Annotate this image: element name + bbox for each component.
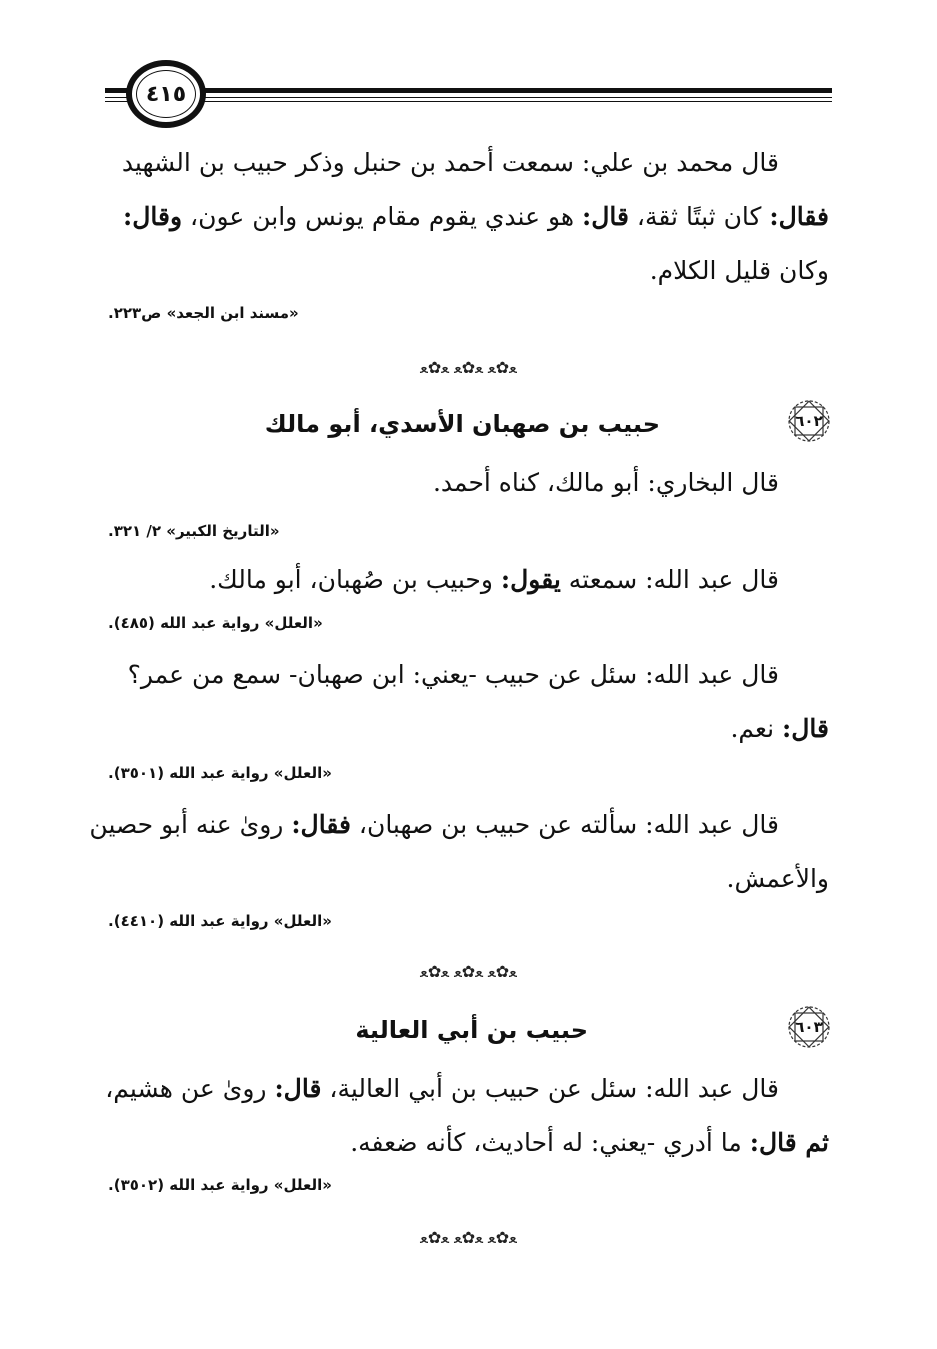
- header-rule-thick: [105, 88, 832, 93]
- source-citation: «العلل» رواية عبد الله (٣٥٠١).: [108, 764, 332, 782]
- text-line: والأعمش.: [726, 864, 829, 893]
- header-rule-thin: [105, 97, 832, 98]
- text-line: وكان قليل الكلام.: [649, 256, 829, 285]
- entry-title: حبيب بن أبي العالية: [355, 1016, 588, 1044]
- source-citation: «مسند ابن الجعد» ص٢٢٣.: [108, 304, 299, 322]
- text-line: قال: نعم.: [730, 714, 829, 743]
- section-ornament: ﻌ✿ﻌ ﻌ✿ﻌ ﻌ✿ﻌ: [420, 1228, 517, 1247]
- text-line: قال محمد بن علي: سمعت أحمد بن حنبل وذكر حبيب بن الشهيد: [121, 148, 779, 177]
- intro-paragraph: [105, 136, 829, 298]
- source-citation: «العلل» رواية عبد الله (٣٥٠٢).: [108, 1176, 332, 1194]
- page-number: ٤١٥: [145, 81, 187, 107]
- entry-paragraph: [105, 456, 829, 510]
- source-citation: «العلل» رواية عبد الله (٤٤١٠).: [108, 912, 332, 930]
- text-line: قال عبد الله: سئل عن حبيب -يعني: ابن صهبان- سمع من عمر؟: [127, 660, 779, 689]
- text-line: فقال: كان ثبتًا ثقة، قال: هو عندي يقوم مقام يونس وابن عون، وقال:: [123, 202, 829, 231]
- header-rule-thin: [105, 101, 832, 102]
- text-line: قال عبد الله: سمعته يقول: وحبيب بن صُهبان، أبو مالك.: [209, 565, 779, 594]
- entry-number-badge: [786, 1004, 832, 1050]
- entry-number: ٦٠٢: [795, 412, 823, 430]
- text-line: قال عبد الله: سئل عن حبيب بن أبي العالية، قال: روىٰ عن هشيم،: [105, 1074, 779, 1103]
- text-line: قال عبد الله: سألته عن حبيب بن صهبان، فقال: روىٰ عنه أبو حصين: [89, 810, 779, 839]
- entry-paragraph: [105, 648, 829, 756]
- entry-paragraph: [105, 1062, 829, 1170]
- section-ornament: ﻌ✿ﻌ ﻌ✿ﻌ ﻌ✿ﻌ: [420, 358, 517, 377]
- entry-number: ٦٠٣: [795, 1018, 823, 1036]
- source-citation: «العلل» رواية عبد الله (٤٨٥).: [108, 614, 323, 632]
- text-line: ثم قال: ما أدري -يعني: له أحاديث، كأنه ضعفه.: [350, 1128, 829, 1157]
- text-line: قال البخاري: أبو مالك، كناه أحمد.: [432, 468, 779, 497]
- entry-paragraph: [105, 553, 829, 607]
- entry-number-badge: [786, 398, 832, 444]
- source-citation: «التاريخ الكبير» ٢/ ٣٢١.: [108, 522, 280, 540]
- entry-paragraph: [89, 798, 829, 906]
- entry-title: حبيب بن صهبان الأسدي، أبو مالك: [264, 410, 660, 438]
- section-ornament: ﻌ✿ﻌ ﻌ✿ﻌ ﻌ✿ﻌ: [420, 962, 517, 981]
- page-number-badge: [126, 60, 206, 128]
